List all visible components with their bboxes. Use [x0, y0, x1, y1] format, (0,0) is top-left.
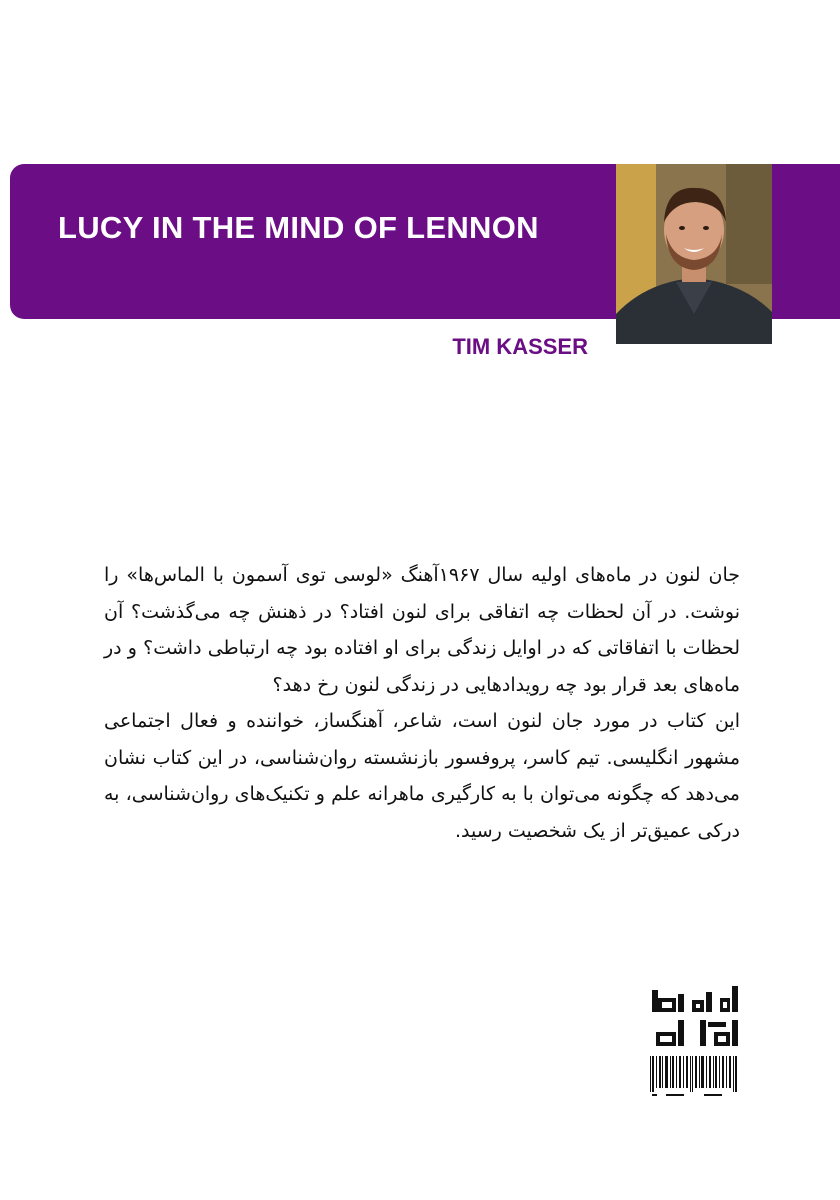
publisher-logo: [648, 984, 740, 1048]
barcode: [648, 1056, 740, 1100]
author-name: TIM KASSER: [452, 334, 588, 359]
book-description: [104, 557, 740, 849]
andishe-agah-logo-icon: [648, 984, 740, 1048]
description-paragraph-2: این کتاب در مورد جان لنون است، شاعر، آهنگساز، خواننده و فعال اجتماعی مشهور انگلیسی. تیم کاسر، پروفسور بازنشسته روان‌شناسی، در این کتاب نشان می‌دهد که چگونه می‌توان با به کارگیری ماهرانه علم و تکنیک‌های روان‌شناسی، به درکی عمیق‌تر از یک شخصیت رسید.: [104, 710, 740, 842]
author-photo: [616, 164, 772, 344]
book-title: LUCY IN THE MIND OF LENNON: [58, 210, 539, 245]
description-paragraph-1: جان لنون در ماه‌های اولیه سال ۱۹۶۷آهنگ «لوسی توی آسمون با الماس‌ها» را نوشت. در آن لحظات چه اتفاقی برای لنون افتاد؟ در ذهنش چه می‌گذشت؟ آن لحظات با اتفاقاتی که در اوایل زندگی برای او افتاده بود چه ارتباطی داشت؟ و در ماه‌های بعد قرار بود چه رویدادهایی در زندگی لنون رخ دهد؟: [104, 564, 740, 696]
author-portrait-icon: [616, 164, 772, 344]
isbn-barcode-icon: [648, 1056, 740, 1100]
